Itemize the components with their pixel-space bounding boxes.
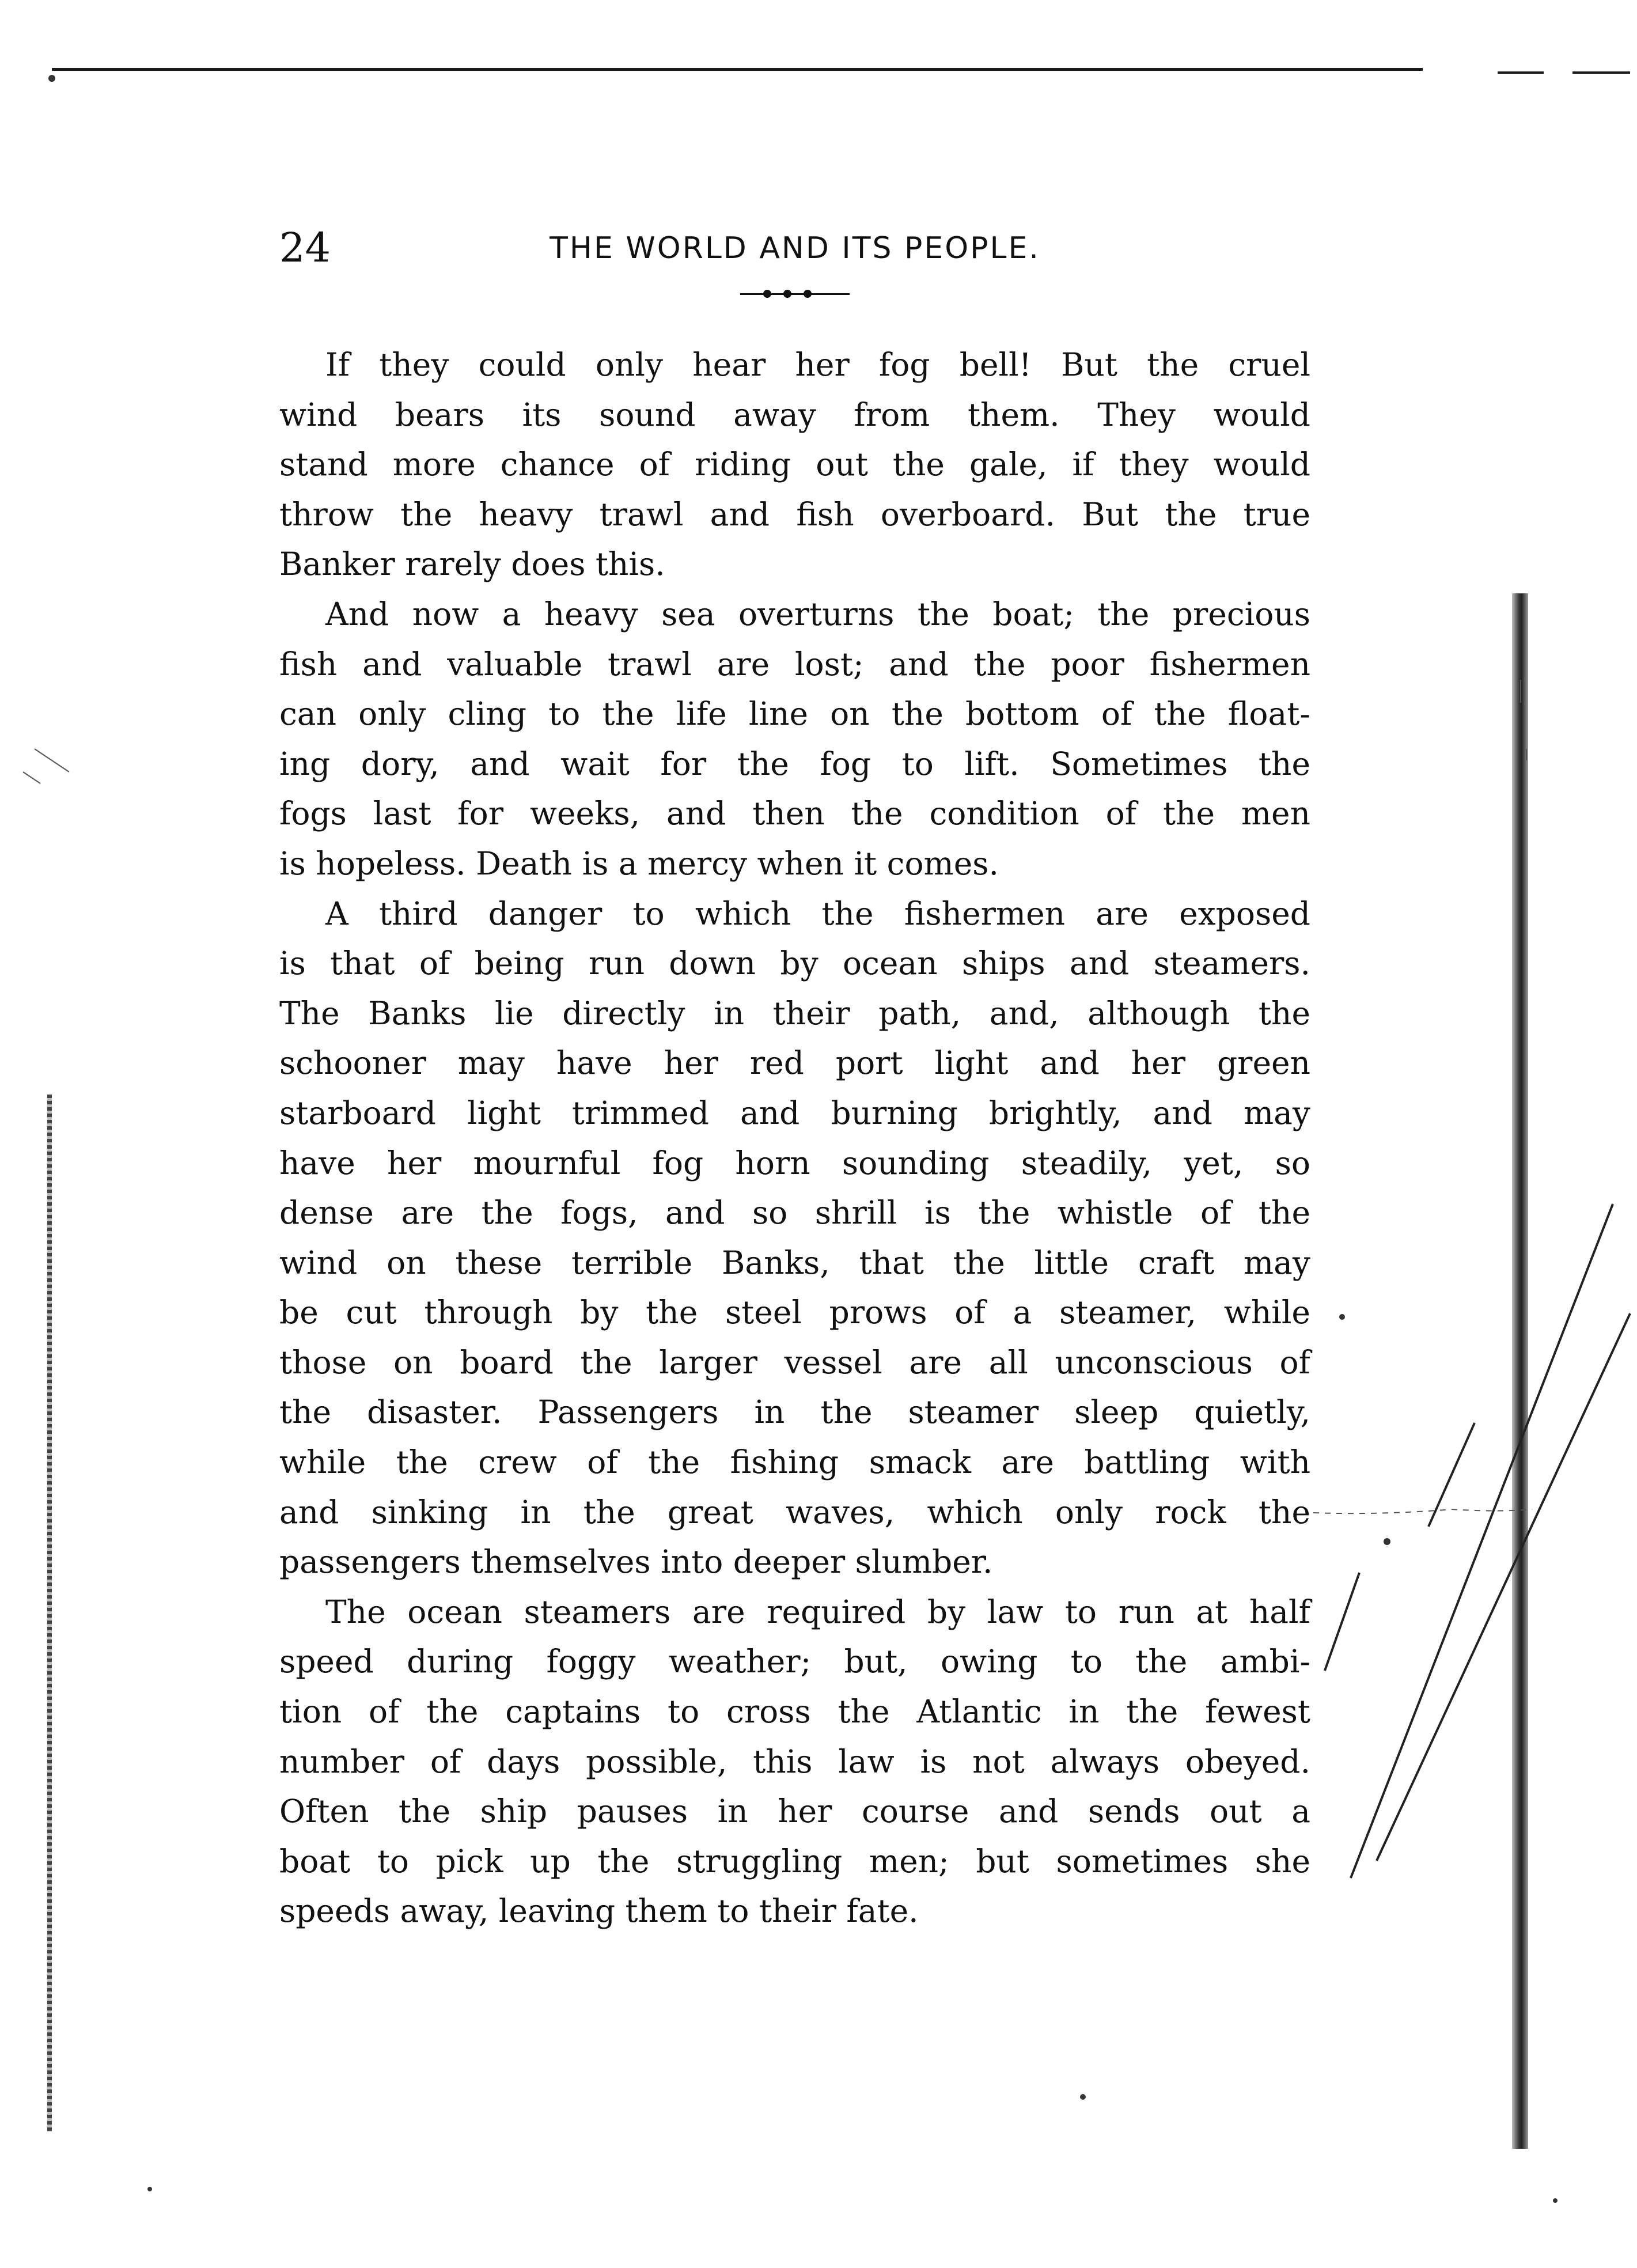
text-line: ing dory, and wait for the fog to lift. Sometimes the bbox=[279, 745, 1310, 782]
text-line: wind bears its sound away from them. They would bbox=[279, 396, 1310, 433]
text-line: is that of being run down by ocean ships and steamers. bbox=[279, 945, 1310, 982]
text-line: speed during foggy weather; but, owing to the ambi- bbox=[279, 1643, 1310, 1680]
stray-pen-stroke bbox=[1325, 1573, 1359, 1671]
text-line: A third danger to which the fishermen are exposed bbox=[325, 895, 1310, 932]
text-line: number of days possible, this law is not always obeyed. bbox=[279, 1743, 1310, 1780]
text-line: fogs last for weeks, and then the condition of the men bbox=[279, 795, 1310, 832]
text-line: speeds away, leaving them to their fate. bbox=[279, 1892, 919, 1930]
text-line: is hopeless. Death is a mercy when it comes. bbox=[279, 845, 999, 882]
text-line: starboard light trimmed and burning brightly, and may bbox=[279, 1094, 1310, 1131]
text-line: dense are the fogs, and so shrill is the whistle of the bbox=[279, 1194, 1310, 1232]
text-line: Banker rarely does this. bbox=[279, 546, 665, 583]
text-line: And now a heavy sea overturns the boat; the precious bbox=[325, 595, 1310, 633]
running-title: THE WORLD AND ITS PEOPLE. bbox=[550, 231, 1040, 266]
page-number: 24 bbox=[279, 224, 331, 271]
text-line: can only cling to the life line on the bottom of the float- bbox=[279, 695, 1310, 733]
text-line: stand more chance of riding out the gale, if they would bbox=[279, 446, 1310, 483]
text-line: the disaster. Passengers in the steamer sleep quietly, bbox=[279, 1394, 1310, 1431]
text-line: tion of the captains to cross the Atlantic in the fewest bbox=[279, 1693, 1310, 1731]
text-line: have her mournful fog horn sounding steadily, yet, so bbox=[279, 1144, 1310, 1182]
text-line: If they could only hear her fog bell! But the cruel bbox=[325, 346, 1310, 383]
text-line: those on board the larger vessel are all unconscious of bbox=[279, 1343, 1310, 1381]
text-line: passengers themselves into deeper slumber. bbox=[279, 1543, 993, 1581]
text-line: and sinking in the great waves, which only rock the bbox=[279, 1493, 1310, 1531]
text-line: The Banks lie directly in their path, and, although the bbox=[279, 994, 1310, 1032]
text-line: wind on these terrible Banks, that the little craft may bbox=[279, 1244, 1310, 1281]
text-line: fish and valuable trawl are lost; and the poor fishermen bbox=[279, 645, 1310, 683]
text-line: while the crew of the fishing smack are battling with bbox=[279, 1444, 1310, 1481]
text-line: throw the heavy trawl and fish overboard. But the true bbox=[279, 495, 1310, 533]
text-line: schooner may have her red port light and her green bbox=[279, 1044, 1310, 1082]
stray-pen-stroke bbox=[1377, 1313, 1630, 1861]
text-line: The ocean steamers are required by law to run at half bbox=[325, 1593, 1310, 1630]
text-line: be cut through by the steel prows of a steamer, while bbox=[279, 1294, 1310, 1331]
text-line: Often the ship pauses in her course and sends out a bbox=[279, 1793, 1310, 1830]
text-line: boat to pick up the struggling men; but sometimes she bbox=[279, 1842, 1310, 1880]
stray-pen-stroke bbox=[1428, 1423, 1475, 1527]
